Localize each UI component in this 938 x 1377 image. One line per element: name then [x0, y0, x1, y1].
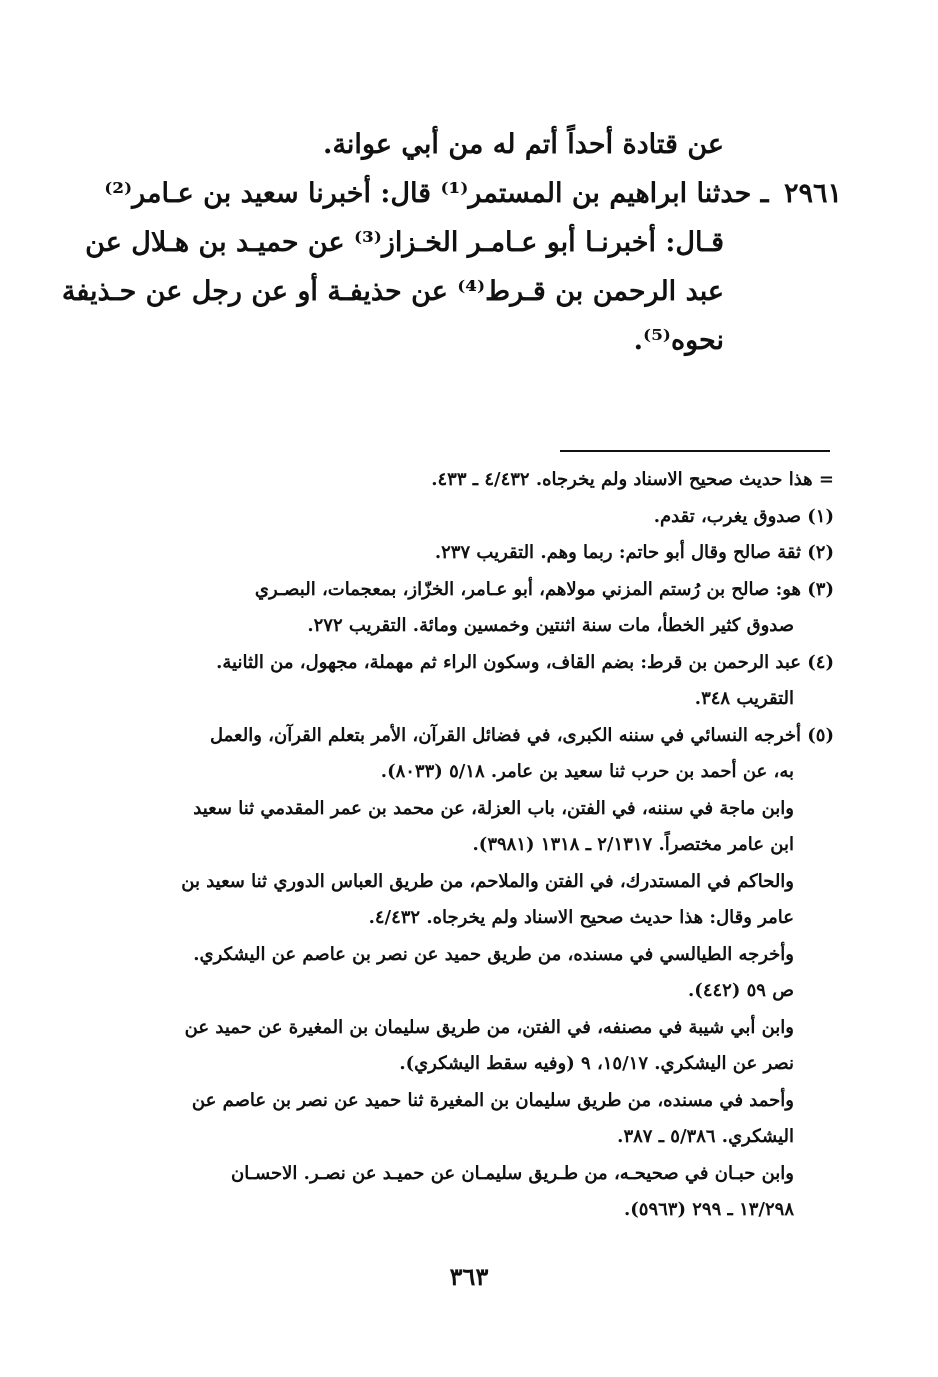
footnote-5-line-12: اليشكري. ٥/٣٨٦ ـ ٣٨٧.: [617, 1126, 794, 1147]
main-line-4: عبد الرحمن بن قـرط⁽⁴⁾ عن حذيفـة أو عن رجل عن حـذيفة: [61, 276, 724, 307]
footnote-separator: [560, 450, 830, 452]
footnote-5-line-9: وابن أبي شيبة في مصنفه، في الفتن، من طريق سليمان بن المغيرة عن حميد عن: [184, 1016, 794, 1038]
main-text: [61, 120, 842, 365]
hadith-line: [104, 169, 842, 218]
main-line-3: قـال: أخبرنـا أبو عـامـر الخـزاز⁽³⁾ عن حميـد بن هـلال عن: [85, 227, 724, 258]
footnote-5-line-11: وأحمد في مسنده، من طريق سليمان بن المغيرة ثنا حميد عن نصر بن عاصم عن: [191, 1089, 794, 1111]
footnote-5-line-5: والحاكم في المستدرك، في الفتن والملاحم، من طريق العباس الدوري ثنا سعيد بن: [181, 870, 794, 892]
footnote-5-line-2: به، عن أحمد بن حرب ثنا سعيد بن عامر. ٥/١٨ (٨٠٣٣).: [380, 761, 794, 782]
footnote-5-line-3: وابن ماجة في سننه، في الفتن، باب العزلة، عن محمد بن عمر المقدمي ثنا سعيد: [193, 797, 794, 819]
footnote-continuation: = هذا حديث صحيح الاسناد ولم يخرجاه. ٤/٤٣٢ ـ ٤٣٣.: [431, 469, 834, 490]
footnote-4-cont: التقريب ٣٤٨.: [694, 688, 794, 709]
footnote-5-line-10: نصر عن اليشكري. ١٥/١٧، ٩ (وفيه سقط اليشكري).: [399, 1053, 794, 1074]
page-number: ٣٦٣: [449, 1262, 489, 1291]
main-line-1: عن قتادة أحداً أتم له من أبي عوانة.: [323, 129, 724, 160]
footnote-3-cont: صدوق كثير الخطأ، مات سنة اثنتين وخمسين ومائة. التقريب ٢٧٢.: [307, 615, 794, 636]
footnote-5-line-4: ابن عامر مختصراً. ٢/١٣١٧ ـ ١٣١٨ (٣٩٨١).: [472, 834, 794, 855]
main-line-5: نحوه⁽⁵⁾.: [633, 325, 724, 356]
footnotes: [134, 462, 834, 1229]
footnote-5-line-6: عامر وقال: هذا حديث صحيح الاسناد ولم يخرجاه. ٤/٤٣٢.: [368, 907, 794, 928]
footnote-1: (١) صدوق يغرب، تقدم.: [653, 505, 834, 527]
footnote-5: (٥) أخرجه النسائي في سننه الكبرى، في فضائل القرآن، الأمر بتعلم القرآن، والعمل: [210, 724, 834, 746]
footnote-5-line-7: وأخرجه الطيالسي في مسنده، من طريق حميد عن نصر بن عاصم عن اليشكري.: [193, 943, 794, 965]
footnote-5-line-13: وابن حبـان في صحيحـه، من طـريق سليمـان عن حميـد عن نصـر. الاحسـان: [230, 1162, 794, 1184]
footnote-2: (٢) ثقة صالح وقال أبو حاتم: ربما وهم. التقريب ٢٣٧.: [434, 542, 834, 563]
main-line-2: ـ حدثنا ابراهيم بن المستمر⁽¹⁾ قال: أخبرنا سعيد بن عـامر⁽²⁾: [104, 178, 769, 209]
footnote-5-line-14: ١٣/٢٩٨ ـ ٢٩٩ (٥٩٦٣).: [623, 1199, 794, 1220]
footnote-4: (٤) عبد الرحمن بن قرط: بضم القاف، وسكون الراء ثم مهملة، مجهول، من الثانية.: [216, 651, 834, 673]
hadith-number: ٢٩٦١: [783, 178, 842, 209]
footnote-3: (٣) هو: صالح بن رُستم المزني مولاهم، أبو عـامر، الخزّاز، بمعجمات، البصـري: [254, 578, 834, 600]
footnote-5-line-8: ص ٥٩ (٤٤٢).: [688, 980, 794, 1001]
